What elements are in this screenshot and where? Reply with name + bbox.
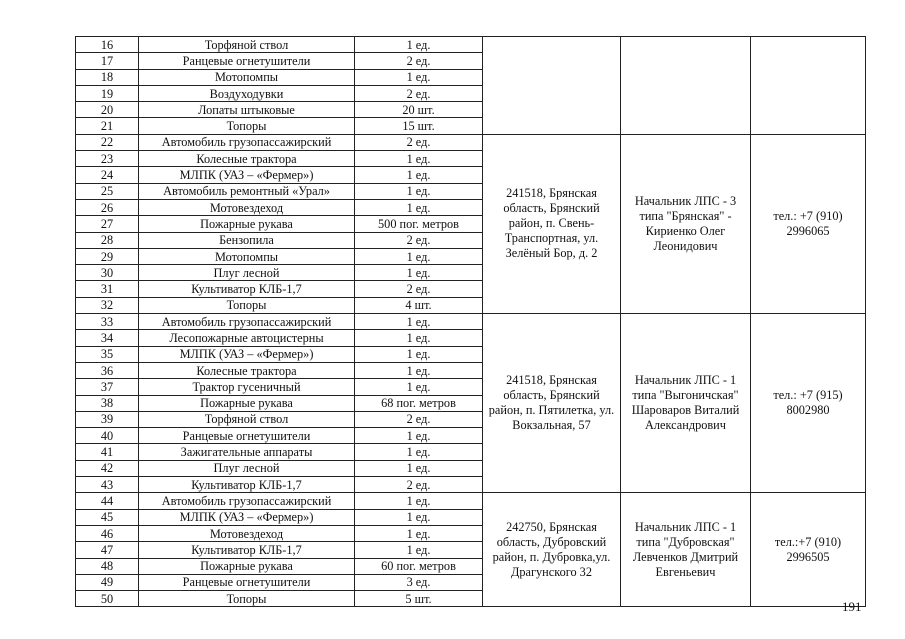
table-row bbox=[76, 314, 866, 330]
station-phone bbox=[751, 37, 866, 135]
equipment-quantity: 1 ед. bbox=[355, 248, 483, 264]
equipment-name: Мотопомпы bbox=[139, 248, 355, 264]
equipment-quantity: 1 ед. bbox=[355, 428, 483, 444]
equipment-quantity: 1 ед. bbox=[355, 346, 483, 362]
table-row bbox=[76, 134, 866, 150]
equipment-name: Пожарные рукава bbox=[139, 395, 355, 411]
station-phone: тел.:+7 (910) 2996505 bbox=[751, 493, 866, 607]
row-number: 37 bbox=[76, 379, 139, 395]
station-head: Начальник ЛПС - 3 типа "Брянская" - Кириенко Олег Леонидович bbox=[621, 134, 751, 313]
row-number: 49 bbox=[76, 574, 139, 590]
table-row bbox=[76, 493, 866, 509]
equipment-name: Зажигательные аппараты bbox=[139, 444, 355, 460]
row-number: 48 bbox=[76, 558, 139, 574]
equipment-name: Автомобиль ремонтный «Урал» bbox=[139, 183, 355, 199]
equipment-name: Трактор гусеничный bbox=[139, 379, 355, 395]
equipment-name: Колесные трактора bbox=[139, 362, 355, 378]
equipment-name: Плуг лесной bbox=[139, 265, 355, 281]
row-number: 34 bbox=[76, 330, 139, 346]
equipment-name: Ранцевые огнетушители bbox=[139, 574, 355, 590]
equipment-name: Плуг лесной bbox=[139, 460, 355, 476]
row-number: 33 bbox=[76, 314, 139, 330]
row-number: 43 bbox=[76, 477, 139, 493]
equipment-name: Автомобиль грузопассажирский bbox=[139, 314, 355, 330]
equipment-name: Топоры bbox=[139, 591, 355, 607]
equipment-name: МЛПК (УАЗ – «Фермер») bbox=[139, 346, 355, 362]
station-phone: тел.: +7 (915) 8002980 bbox=[751, 314, 866, 493]
table-body bbox=[76, 37, 866, 607]
equipment-quantity: 1 ед. bbox=[355, 265, 483, 281]
equipment-name: Культиватор КЛБ-1,7 bbox=[139, 281, 355, 297]
row-number: 36 bbox=[76, 362, 139, 378]
station-address bbox=[483, 37, 621, 135]
equipment-quantity: 2 ед. bbox=[355, 477, 483, 493]
equipment-name: Культиватор КЛБ-1,7 bbox=[139, 542, 355, 558]
row-number: 29 bbox=[76, 248, 139, 264]
equipment-quantity: 2 ед. bbox=[355, 232, 483, 248]
equipment-name: Пожарные рукава bbox=[139, 216, 355, 232]
row-number: 38 bbox=[76, 395, 139, 411]
equipment-name: Ранцевые огнетушители bbox=[139, 53, 355, 69]
equipment-quantity: 1 ед. bbox=[355, 151, 483, 167]
row-number: 16 bbox=[76, 37, 139, 53]
equipment-name: Лесопожарные автоцистерны bbox=[139, 330, 355, 346]
equipment-name: МЛПК (УАЗ – «Фермер») bbox=[139, 167, 355, 183]
equipment-quantity: 5 шт. bbox=[355, 591, 483, 607]
equipment-quantity: 1 ед. bbox=[355, 525, 483, 541]
station-head bbox=[621, 37, 751, 135]
equipment-quantity: 2 ед. bbox=[355, 53, 483, 69]
row-number: 40 bbox=[76, 428, 139, 444]
station-head: Начальник ЛПС - 1 типа "Выгоничская" Шароваров Виталий Александрович bbox=[621, 314, 751, 493]
equipment-name: Мотопомпы bbox=[139, 69, 355, 85]
row-number: 39 bbox=[76, 411, 139, 427]
station-phone: тел.: +7 (910) 2996065 bbox=[751, 134, 866, 313]
equipment-quantity: 1 ед. bbox=[355, 542, 483, 558]
station-address: 241518, Брянская область, Брянский район, п. Свень-Транспортная, ул. Зелёный Бор, д. 2 bbox=[483, 134, 621, 313]
row-number: 30 bbox=[76, 265, 139, 281]
equipment-quantity: 15 шт. bbox=[355, 118, 483, 134]
equipment-quantity: 1 ед. bbox=[355, 199, 483, 215]
equipment-quantity: 1 ед. bbox=[355, 167, 483, 183]
row-number: 32 bbox=[76, 297, 139, 313]
station-head: Начальник ЛПС - 1 типа "Дубровская" Левченков Дмитрий Евгеньевич bbox=[621, 493, 751, 607]
equipment-name: Автомобиль грузопассажирский bbox=[139, 493, 355, 509]
station-address: 242750, Брянская область, Дубровский район, п. Дубровка,ул. Драгунского 32 bbox=[483, 493, 621, 607]
row-number: 25 bbox=[76, 183, 139, 199]
equipment-quantity: 3 ед. bbox=[355, 574, 483, 590]
equipment-quantity: 1 ед. bbox=[355, 37, 483, 53]
equipment-name: Мотовездеход bbox=[139, 199, 355, 215]
equipment-name: Мотовездеход bbox=[139, 525, 355, 541]
equipment-name: Лопаты штыковые bbox=[139, 102, 355, 118]
equipment-quantity: 1 ед. bbox=[355, 362, 483, 378]
equipment-name: Автомобиль грузопассажирский bbox=[139, 134, 355, 150]
row-number: 23 bbox=[76, 151, 139, 167]
equipment-table bbox=[75, 36, 866, 607]
row-number: 21 bbox=[76, 118, 139, 134]
equipment-quantity: 2 ед. bbox=[355, 134, 483, 150]
row-number: 35 bbox=[76, 346, 139, 362]
page-number: 191 bbox=[842, 599, 862, 614]
table-row bbox=[76, 37, 866, 53]
equipment-quantity: 1 ед. bbox=[355, 509, 483, 525]
equipment-name: Колесные трактора bbox=[139, 151, 355, 167]
equipment-quantity: 1 ед. bbox=[355, 493, 483, 509]
equipment-name: МЛПК (УАЗ – «Фермер») bbox=[139, 509, 355, 525]
equipment-quantity: 4 шт. bbox=[355, 297, 483, 313]
equipment-name: Торфяной ствол bbox=[139, 37, 355, 53]
equipment-quantity: 1 ед. bbox=[355, 444, 483, 460]
equipment-quantity: 1 ед. bbox=[355, 460, 483, 476]
equipment-quantity: 1 ед. bbox=[355, 379, 483, 395]
row-number: 31 bbox=[76, 281, 139, 297]
equipment-quantity: 1 ед. bbox=[355, 183, 483, 199]
row-number: 41 bbox=[76, 444, 139, 460]
row-number: 24 bbox=[76, 167, 139, 183]
equipment-quantity: 68 пог. метров bbox=[355, 395, 483, 411]
equipment-quantity: 2 ед. bbox=[355, 85, 483, 101]
equipment-name: Топоры bbox=[139, 297, 355, 313]
row-number: 26 bbox=[76, 199, 139, 215]
row-number: 46 bbox=[76, 525, 139, 541]
row-number: 27 bbox=[76, 216, 139, 232]
equipment-quantity: 1 ед. bbox=[355, 314, 483, 330]
row-number: 47 bbox=[76, 542, 139, 558]
row-number: 42 bbox=[76, 460, 139, 476]
row-number: 18 bbox=[76, 69, 139, 85]
row-number: 44 bbox=[76, 493, 139, 509]
equipment-quantity: 1 ед. bbox=[355, 330, 483, 346]
equipment-name: Бензопила bbox=[139, 232, 355, 248]
row-number: 20 bbox=[76, 102, 139, 118]
equipment-quantity: 1 ед. bbox=[355, 69, 483, 85]
equipment-name: Воздуходувки bbox=[139, 85, 355, 101]
row-number: 50 bbox=[76, 591, 139, 607]
station-address: 241518, Брянская область, Брянский район, п. Пятилетка, ул. Вокзальная, 57 bbox=[483, 314, 621, 493]
equipment-name: Ранцевые огнетушители bbox=[139, 428, 355, 444]
equipment-quantity: 20 шт. bbox=[355, 102, 483, 118]
equipment-name: Культиватор КЛБ-1,7 bbox=[139, 477, 355, 493]
row-number: 22 bbox=[76, 134, 139, 150]
equipment-name: Пожарные рукава bbox=[139, 558, 355, 574]
equipment-name: Топоры bbox=[139, 118, 355, 134]
equipment-quantity: 2 ед. bbox=[355, 411, 483, 427]
equipment-name: Торфяной ствол bbox=[139, 411, 355, 427]
row-number: 28 bbox=[76, 232, 139, 248]
equipment-quantity: 500 пог. метров bbox=[355, 216, 483, 232]
row-number: 19 bbox=[76, 85, 139, 101]
equipment-quantity: 2 ед. bbox=[355, 281, 483, 297]
equipment-quantity: 60 пог. метров bbox=[355, 558, 483, 574]
row-number: 45 bbox=[76, 509, 139, 525]
row-number: 17 bbox=[76, 53, 139, 69]
